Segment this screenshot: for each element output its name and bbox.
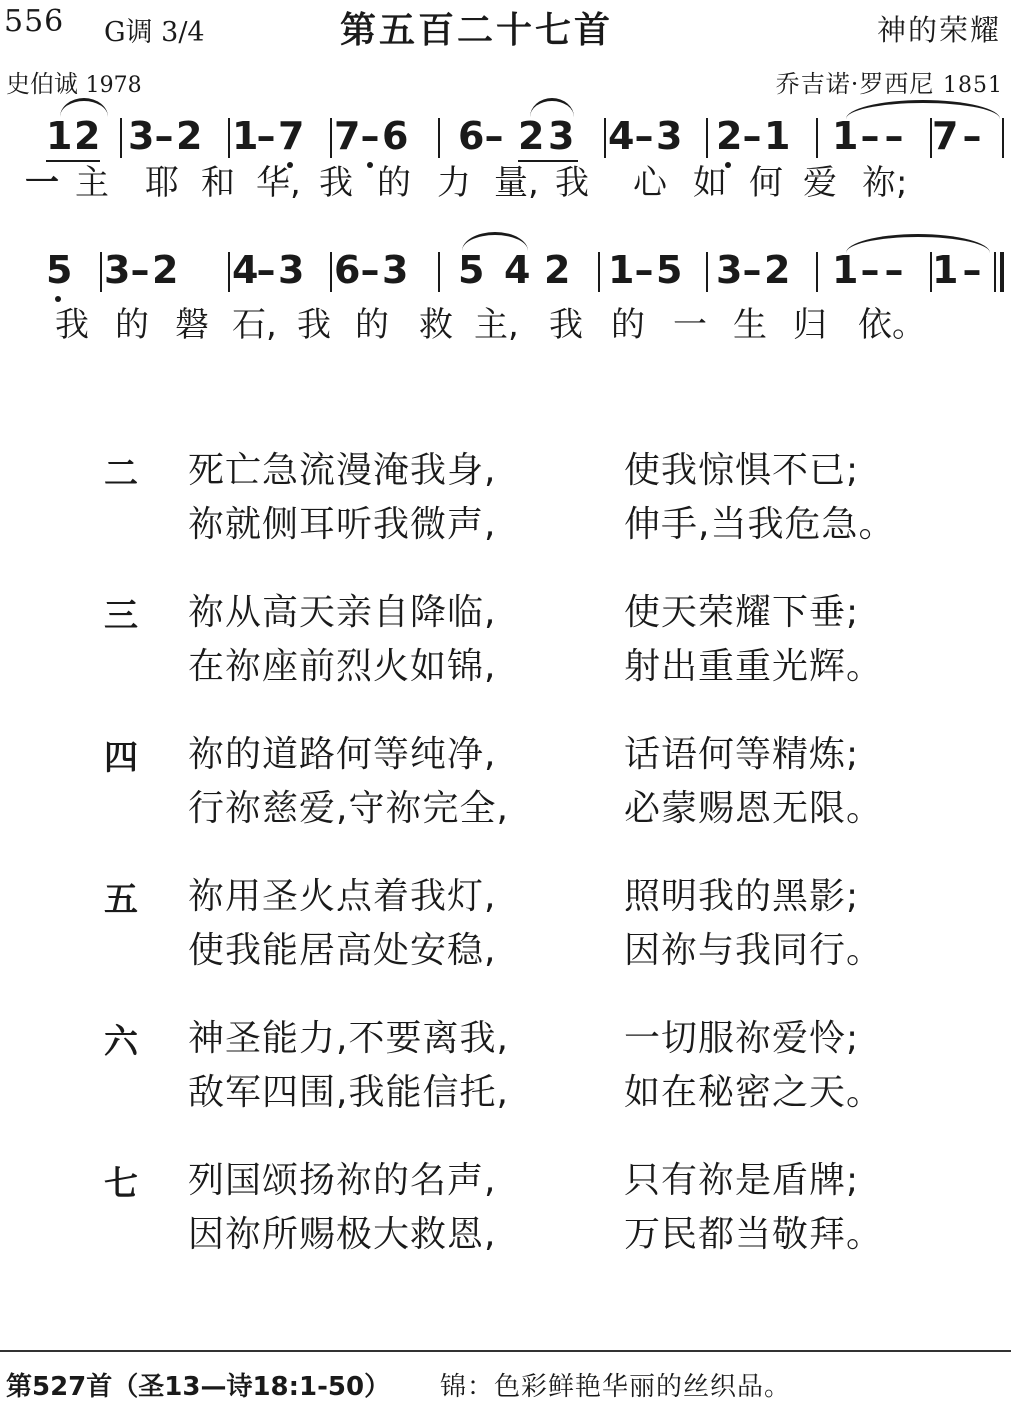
note: 2 (176, 114, 203, 158)
barline (706, 252, 708, 292)
barline (330, 252, 332, 292)
note: 1 (764, 114, 791, 158)
final-barline (1000, 252, 1004, 292)
composer-name: 乔吉诺·罗西尼 (775, 70, 935, 98)
barline (228, 252, 230, 292)
slur (530, 98, 574, 117)
stanza-number: 七 (104, 1164, 138, 1204)
note: 3 (128, 114, 155, 158)
lyric-syllable: 我 (549, 305, 583, 345)
lyrics-line-2 (0, 302, 1011, 352)
note: – (962, 114, 982, 158)
note: 1 (932, 248, 959, 292)
note: 1 (46, 114, 73, 158)
stanza-line: 行祢慈爱,守祢完全, (188, 788, 509, 829)
stanza-line: 万民都当敬拜。 (624, 1214, 884, 1255)
note: – (360, 248, 380, 292)
stanza-line: 射出重重光辉。 (624, 646, 884, 687)
lyric-syllable: 心 (633, 163, 667, 203)
composer-year: 1851 (943, 73, 1003, 98)
slur (462, 232, 528, 251)
note: – (634, 248, 654, 292)
note: – (130, 248, 150, 292)
note: – (742, 114, 762, 158)
note: – (484, 114, 504, 158)
note: 3 (382, 248, 409, 292)
stanza-line: 必蒙赐恩无限。 (624, 788, 884, 829)
footnote: 锦：色彩鲜艳华丽的丝织品。 (440, 1372, 792, 1402)
stanza-line: 使我能居高处安稳, (188, 930, 497, 971)
lyric-syllable: 主, (474, 305, 519, 345)
note: – (860, 114, 880, 158)
stanza-line: 使我惊惧不已; (624, 450, 860, 491)
stanza-line: 只有祢是盾牌; (624, 1160, 860, 1201)
stanza-line: 如在秘密之天。 (624, 1072, 884, 1113)
note: – (256, 114, 276, 158)
note: – (256, 248, 276, 292)
lyrics-line-1 (0, 160, 1011, 210)
note: 3 (656, 114, 683, 158)
note: 7 (278, 114, 305, 158)
page-number: 556 (4, 4, 65, 39)
note: – (860, 248, 880, 292)
lyric-syllable: 华, (256, 163, 301, 203)
lyric-syllable: 和 (201, 163, 235, 203)
lyric-syllable: 我 (319, 163, 353, 203)
note: 2 (518, 114, 545, 158)
note: – (884, 248, 904, 292)
stanza-line: 神圣能力,不要离我, (188, 1018, 509, 1059)
lyric-syllable: 我 (55, 305, 89, 345)
note: 4 (608, 114, 635, 158)
lyric-syllable: 归 (793, 305, 827, 345)
note: – (634, 114, 654, 158)
note: – (742, 248, 762, 292)
stanza-line: 因祢所赐极大救恩, (188, 1214, 497, 1255)
stanza-line: 伸手,当我危急。 (624, 504, 896, 545)
note: 2 (544, 248, 571, 292)
stanza-line: 祢的道路何等纯净, (188, 734, 497, 775)
note: 7 (334, 114, 361, 158)
key-signature: G调 3/4 (104, 17, 205, 48)
note: 1 (232, 114, 259, 158)
barline (604, 118, 606, 158)
barline (1002, 118, 1004, 158)
stanza-line: 敌军四围,我能信托, (188, 1072, 509, 1113)
barline (706, 118, 708, 158)
stanza-line: 列国颂扬祢的名声, (188, 1160, 497, 1201)
lyric-syllable: 如 (693, 163, 727, 203)
lyricist-name: 史伯诚 (6, 70, 78, 98)
barline (816, 118, 818, 158)
stanza-number: 二 (104, 454, 138, 494)
lyric-syllable: 我 (297, 305, 331, 345)
note: 6 (382, 114, 409, 158)
lyric-syllable: 磐 (175, 305, 209, 345)
note: 2 (152, 248, 179, 292)
lyricist-year: 1978 (85, 73, 142, 98)
note: – (154, 114, 174, 158)
stanza-line: 话语何等精炼; (624, 734, 860, 775)
stanza-line: 一切服祢爱怜; (624, 1018, 860, 1059)
stanza-number: 五 (104, 880, 138, 920)
lyric-syllable: 石, (232, 305, 277, 345)
lyric-syllable: 何 (749, 163, 783, 203)
note: 5 (656, 248, 683, 292)
footer-divider (0, 1350, 1011, 1352)
note: 6 (334, 248, 361, 292)
barline (438, 118, 440, 158)
stanza-line: 使天荣耀下垂; (624, 592, 860, 633)
lyric-syllable: 量, (494, 163, 539, 203)
stanza-number: 三 (104, 596, 138, 636)
lyric-syllable: 的 (611, 305, 645, 345)
barline (816, 252, 818, 292)
note: 4 (232, 248, 259, 292)
lyric-syllable: 力 (437, 163, 471, 203)
stanza-line: 祢用圣火点着我灯, (188, 876, 497, 917)
barline (228, 118, 230, 158)
note: 2 (764, 248, 791, 292)
hymn-theme: 神的荣耀 (876, 13, 1001, 47)
note: 3 (716, 248, 743, 292)
lyric-syllable: 爱 (803, 163, 837, 203)
stanza-number: 四 (104, 738, 138, 778)
note: 2 (716, 114, 743, 158)
stanza-line: 祢从高天亲自降临, (188, 592, 497, 633)
composer (776, 64, 1003, 99)
note: 1 (608, 248, 635, 292)
lyric-syllable: 的 (115, 305, 149, 345)
stanza-number: 六 (104, 1022, 138, 1062)
stanza-line: 在祢座前烈火如锦, (188, 646, 497, 687)
lyric-syllable: 依。 (858, 305, 926, 345)
note: 1 (832, 248, 859, 292)
lyric-syllable: 一 (673, 305, 707, 345)
lyric-syllable: 我 (555, 163, 589, 203)
final-barline (994, 252, 996, 292)
slur (60, 98, 108, 117)
note: 5 (46, 248, 73, 292)
stanza-line: 祢就侧耳听我微声, (188, 504, 497, 545)
barline (330, 118, 332, 158)
stanza-line: 照明我的黑影; (624, 876, 860, 917)
stanza-line: 死亡急流漫淹我身, (188, 450, 497, 491)
note: 2 (74, 114, 101, 158)
note: – (884, 114, 904, 158)
lyric-syllable: 主 (75, 163, 109, 203)
lyricist (6, 64, 142, 99)
note: – (962, 248, 982, 292)
note: 1 (832, 114, 859, 158)
hymn-title: 第五百二十七首 (340, 10, 614, 51)
stanza-line: 因祢与我同行。 (624, 930, 884, 971)
note: 7 (932, 114, 959, 158)
note: 6 (458, 114, 485, 158)
note: 3 (104, 248, 131, 292)
note: 5 (458, 248, 485, 292)
slur (846, 100, 1000, 119)
barline (598, 252, 600, 292)
lyric-syllable: 救 (419, 305, 453, 345)
lyric-syllable: 耶 (145, 163, 179, 203)
lyric-syllable: 祢; (862, 163, 908, 203)
lyric-syllable: 的 (377, 163, 411, 203)
note: 3 (278, 248, 305, 292)
lyric-syllable: 生 (733, 305, 767, 345)
note: – (360, 114, 380, 158)
scripture-reference: 第527首（圣13—诗18:1-50） (6, 1372, 391, 1402)
barline (438, 252, 440, 292)
lyric-syllable: 一 (25, 163, 59, 203)
slur (846, 234, 990, 253)
lyric-syllable: 的 (355, 305, 389, 345)
barline (100, 252, 102, 292)
barline (120, 118, 122, 158)
note: 3 (548, 114, 575, 158)
note: 4 (504, 248, 531, 292)
